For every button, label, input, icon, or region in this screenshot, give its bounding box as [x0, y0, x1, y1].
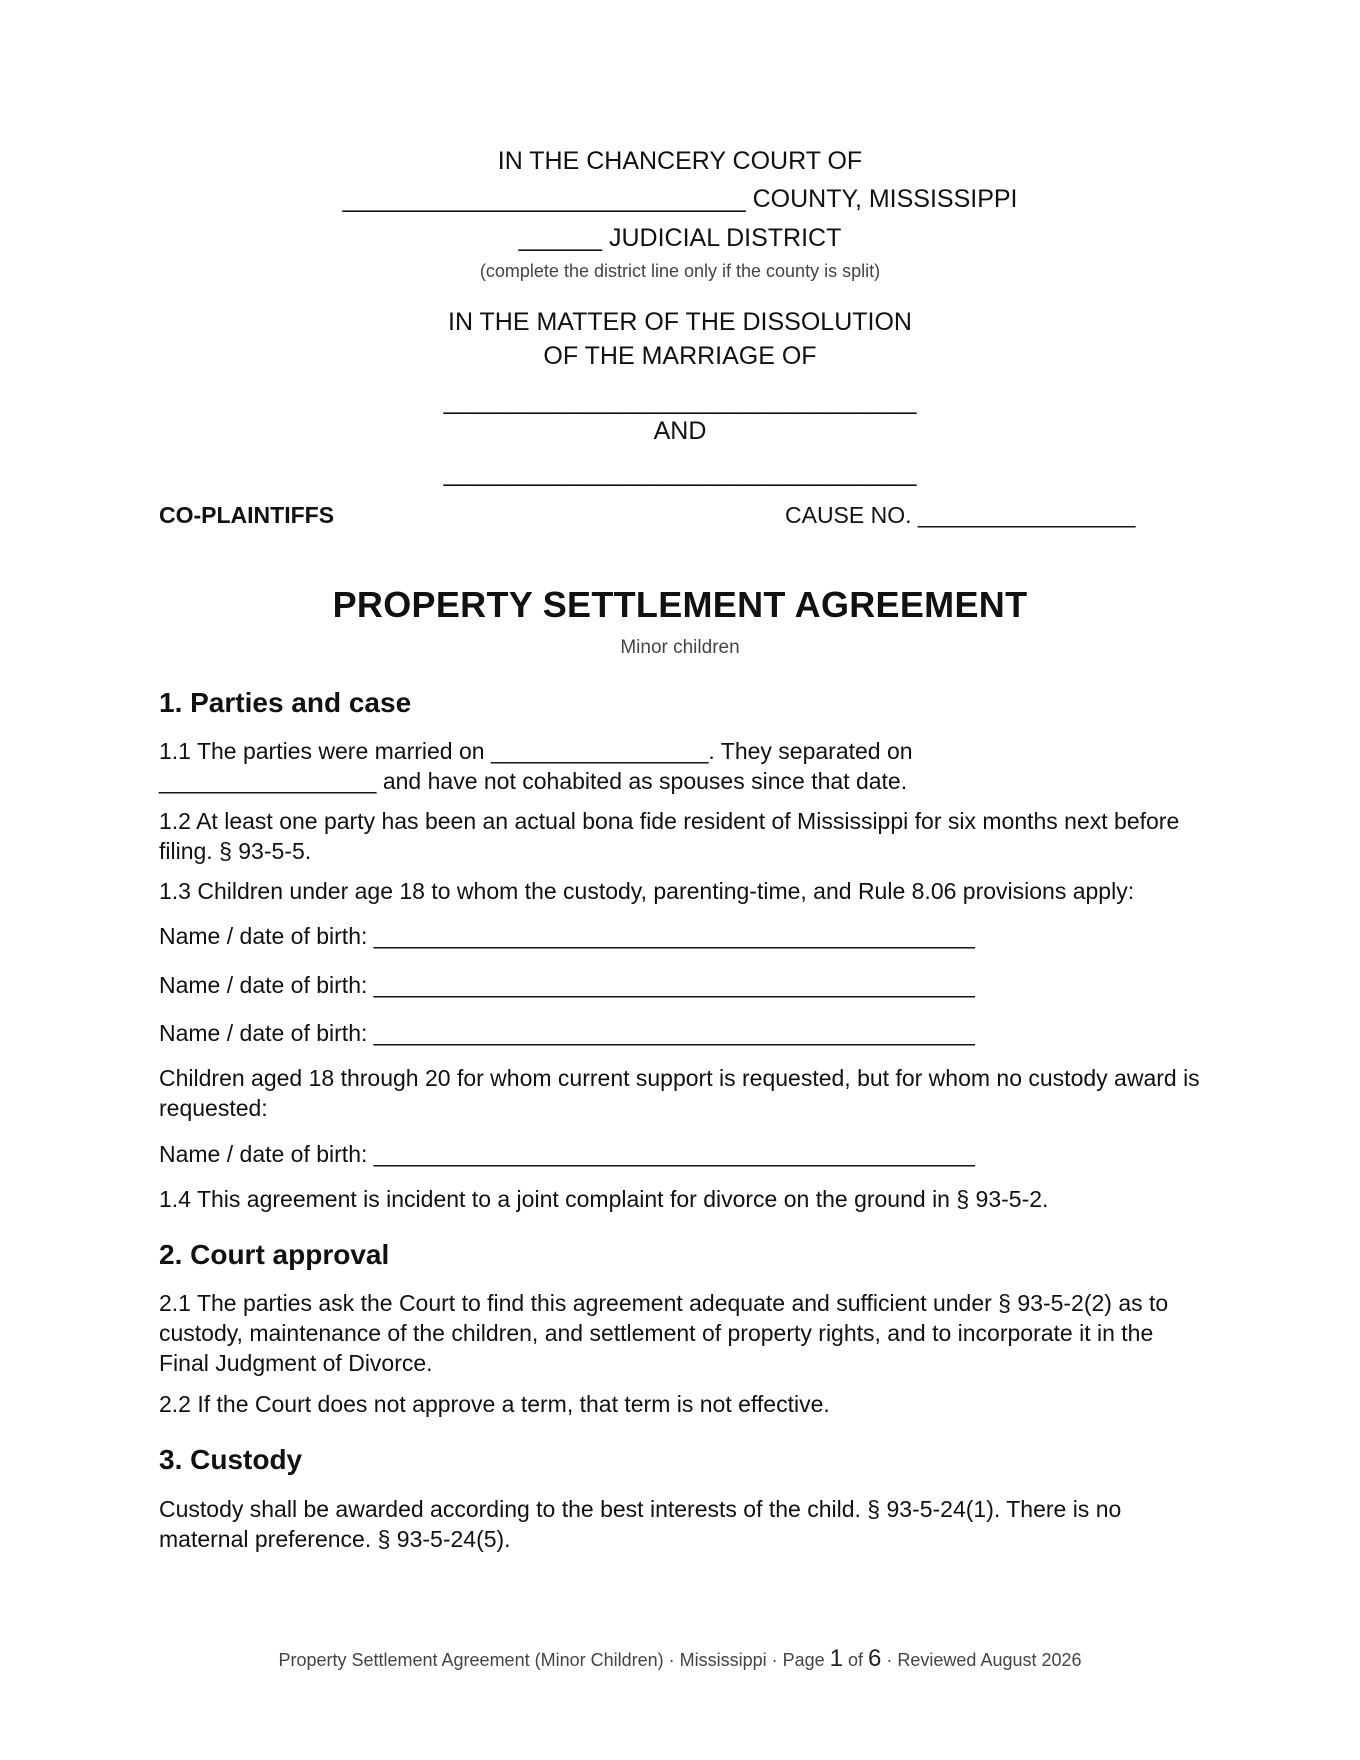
matter-line-2: OF THE MARRIAGE OF — [543, 342, 817, 370]
adult-children-intro: Children aged 18 through 20 for whom current support is requested, but for whom no custody award is requested: — [159, 1065, 1200, 1121]
paragraph-3-1: Custody shall be awarded according to the best interests of the child. § 93-5-24(1). There is no maternal preference. § 93-5-24(5). — [159, 1496, 1122, 1552]
district-note: (complete the district line only if the county is split) — [479, 261, 881, 281]
co-plaintiffs-label: CO-PLAINTIFFS — [159, 502, 335, 528]
party2-blank: __________________________________ — [443, 459, 917, 487]
county-line: _____________________________ COUNTY, MISSISSIPPI — [342, 185, 1018, 213]
matter-line-1: IN THE MATTER OF THE DISSOLUTION — [448, 308, 912, 336]
cause-number: CAUSE NO. _________________ — [785, 502, 1136, 528]
footer-of: of — [843, 1650, 869, 1670]
and-label: AND — [653, 417, 707, 445]
child-line-2: Name / date of birth: _______________________________________________ — [159, 972, 975, 998]
page-footer — [0, 1645, 1360, 1673]
paragraph-1-3: 1.3 Children under age 18 to whom the custody, parenting-time, and Rule 8.06 provisions apply: — [159, 878, 1135, 904]
paragraph-1-1: 1.1 The parties were married on _________________. They separated on _________________ and have not cohabited as spouses since that date. — [159, 738, 913, 794]
document-title: PROPERTY SETTLEMENT AGREEMENT — [332, 584, 1028, 625]
section-2-heading: 2. Court approval — [159, 1239, 390, 1270]
paragraph-1-4: 1.4 This agreement is incident to a joint complaint for divorce on the ground in § 93-5-2. — [159, 1186, 1049, 1212]
footer-suffix: · Reviewed August 2026 — [881, 1650, 1082, 1670]
section-3-heading: 3. Custody — [159, 1444, 303, 1475]
footer-page-total: 6 — [868, 1645, 882, 1672]
paragraph-2-2: 2.2 If the Court does not approve a term, that term is not effective. — [159, 1391, 830, 1417]
court-line: IN THE CHANCERY COURT OF — [497, 147, 863, 175]
paragraph-2-1: 2.1 The parties ask the Court to find this agreement adequate and sufficient under § 93-5-2(2) as to custody, maintenance of the children, and settlement of property rights, and to incorporate it in the Final Judgment of Divorce. — [159, 1290, 1169, 1376]
paragraph-1-2: 1.2 At least one party has been an actual bona fide resident of Mississippi for six months next before filing. § 93-5-5. — [159, 808, 1180, 864]
section-1-heading: 1. Parties and case — [159, 687, 412, 718]
footer-page-current: 1 — [829, 1645, 844, 1672]
document-subtitle: Minor children — [620, 637, 740, 658]
footer-prefix: Property Settlement Agreement (Minor Children) · Mississippi · Page — [278, 1650, 830, 1670]
district-line: ______ JUDICIAL DISTRICT — [518, 224, 842, 252]
child-line-4: Name / date of birth: _______________________________________________ — [159, 1141, 975, 1167]
child-line-3: Name / date of birth: _______________________________________________ — [159, 1020, 975, 1046]
child-line-1: Name / date of birth: _______________________________________________ — [159, 923, 975, 949]
party1-blank: __________________________________ — [443, 387, 917, 415]
